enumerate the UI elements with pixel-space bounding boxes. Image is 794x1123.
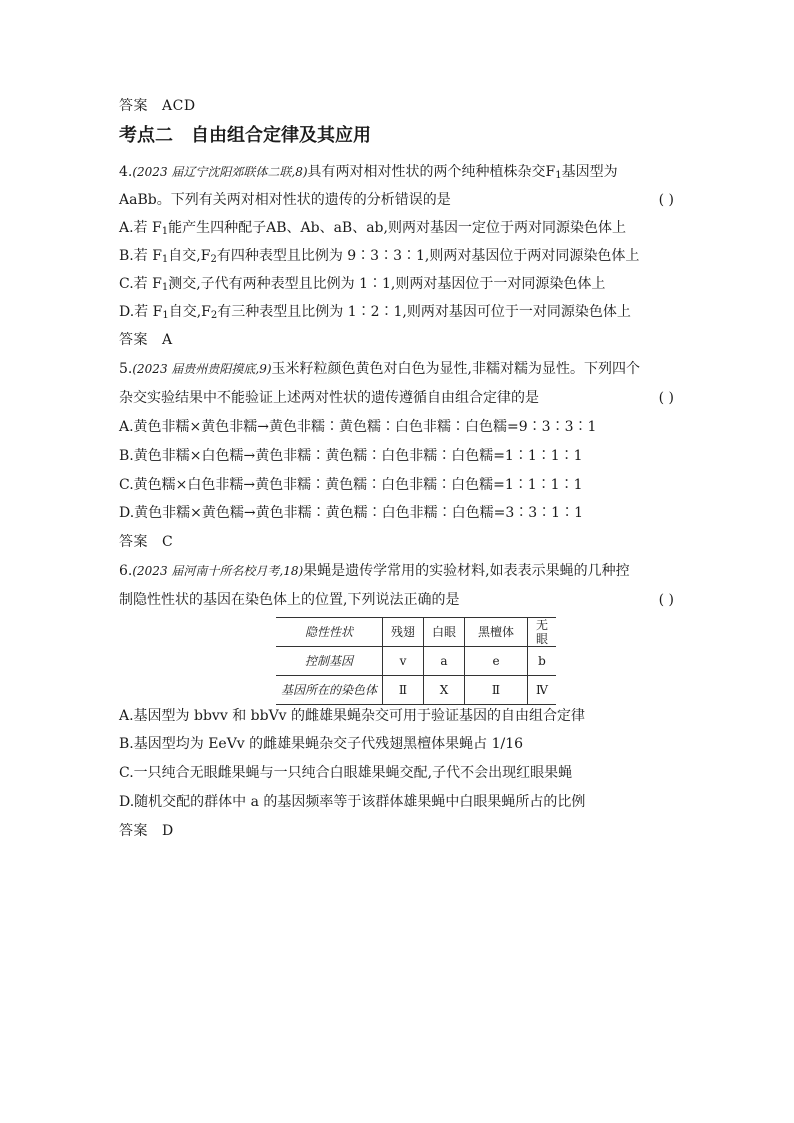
q5-source: (2023 届贵州贵阳摸底,9) [132,362,272,376]
q5-option-d: D.黄色非糯×黄色糯→黄色非糯∶黄色糯∶白色非糯∶白色糯=3∶3∶1∶1 [119,505,583,521]
q5-stem-line1 [119,359,640,379]
q4-a-post: 能产生四种配子AB、Ab、aB、ab,则两对基因一定位于两对同源染色体上 [168,220,626,236]
q5-stem1: 玉米籽粒颜色黄色对白色为显性,非糯对糯为显性。下列四个 [271,361,640,377]
q4-a-sub: 1 [161,226,169,237]
q4-option-d [119,302,631,322]
table-cell: X [424,676,465,705]
answer-label: 答案 [119,98,148,114]
table-row [276,676,556,705]
answer-prev [119,96,196,116]
q4-option-c [119,274,605,294]
q4-option-a [119,218,626,238]
q6-option-b: B.基因型均为 EeVv 的雌雄果蝇杂交子代残翅黑檀体果蝇占 1/16 [119,736,524,752]
q4-stem-line2: AaBb。下列有关两对相对性状的遗传的分析错误的是 [119,192,451,208]
answer-value: C [162,534,174,550]
table-cell: 基因所在的染色体 [276,676,383,705]
table-cell: 残翅 [383,618,424,647]
q6-source: (2023 届河南十所名校月考,18) [132,564,304,578]
q6-answer [119,821,174,841]
table-cell: Ⅱ [465,676,528,705]
q6-answer-paren: ( ) [658,592,674,608]
table-cell: 黑檀体 [465,618,528,647]
answer-label: 答案 [119,332,148,348]
q6-stem-line1 [119,561,630,581]
q5-option-a: A.黄色非糯×黄色非糯→黄色非糯∶黄色糯∶白色非糯∶白色糯=9∶3∶3∶1 [119,419,597,435]
q4-d-mid: 自交,F [168,304,211,320]
q4-a-pre: A.若 F [119,220,162,236]
answer-label: 答案 [119,823,148,839]
q6-number: 6. [119,563,133,579]
q5-answer [119,532,173,552]
section-heading [119,124,371,148]
q5-answer-paren: ( ) [658,390,674,406]
q4-b-sub2: 2 [210,254,217,265]
table-cell: 隐性性状 [276,618,383,647]
q4-d-sub: 1 [162,310,169,321]
q4-answer [119,330,173,350]
q5-option-b: B.黄色非糯×白色糯→黄色非糯∶黄色糯∶白色非糯∶白色糯=1∶1∶1∶1 [119,448,583,464]
q4-b-pre: B.若 F [119,248,162,264]
table-cell: 无眼 [528,618,557,647]
q4-stem-line1 [119,162,618,182]
q4-c-sub: 1 [161,282,169,293]
answer-value: D [162,823,174,839]
q6-stem1: 果蝇是遗传学常用的实验材料,如表表示果蝇的几种控 [303,563,630,579]
table-cell: v [383,647,424,676]
q4-d-post: 有三种表型且比例为 1∶2∶1,则两对基因可位于一对同源染色体上 [217,304,631,320]
gene-table [276,617,556,705]
q4-b-post: 有四种表型且比例为 9∶3∶3∶1,则两对基因位于两对同源染色体上 [216,248,640,264]
q4-answer-paren: ( ) [658,192,674,208]
answer-value: A [162,332,173,348]
table-row [276,618,556,647]
q4-source: (2023 届辽宁沈阳郊联体二联,8) [132,165,308,179]
q4-number: 4. [119,164,133,180]
table-cell: 白眼 [424,618,465,647]
q4-b-mid: 自交,F [168,248,211,264]
q5-stem-line2: 杂交实验结果中不能验证上述两对性状的遗传遵循自由组合定律的是 [119,390,539,406]
q4-stem1: 具有两对相对性状的两个纯种植株杂交F [307,164,556,180]
section-subtitle: 自由组合定律及其应用 [191,125,371,146]
table-cell: e [465,647,528,676]
section-title: 考点二 [119,125,173,146]
table-row [276,647,556,676]
q6-stem-line2: 制隐性性状的基因在染色体上的位置,下列说法正确的是 [119,592,460,608]
q4-option-b [119,246,639,266]
q6-option-d: D.随机交配的群体中 a 的基因频率等于该群体雄果蝇中白眼果蝇所占的比例 [119,794,586,810]
q6-option-a: A.基因型为 bbvv 和 bbVv 的雌雄果蝇杂交可用于验证基因的自由组合定律 [119,708,586,724]
q4-c-pre: C.若 F [119,276,162,292]
q4-c-post: 测交,子代有两种表型且比例为 1∶1,则两对基因位于一对同源染色体上 [168,276,606,292]
q5-number: 5. [119,361,133,377]
q4-b-sub: 1 [161,254,169,265]
q4-stem1-end: 基因型为 [561,164,618,180]
answer-value: ACD [162,98,196,114]
q4-stem1-sub: 1 [555,170,562,181]
table-cell: a [424,647,465,676]
q6-option-c: C.一只纯合无眼雌果蝇与一只纯合白眼雄果蝇交配,子代不会出现红眼果蝇 [119,765,573,781]
table-cell: Ⅱ [383,676,424,705]
table-cell: 控制基因 [276,647,383,676]
answer-label: 答案 [119,534,148,550]
table-cell: b [528,647,557,676]
q4-d-pre: D.若 F [119,304,163,320]
table-cell: Ⅳ [528,676,557,705]
q4-d-sub2: 2 [210,310,218,321]
q5-option-c: C.黄色糯×白色非糯→黄色非糯∶黄色糯∶白色非糯∶白色糯=1∶1∶1∶1 [119,477,583,493]
